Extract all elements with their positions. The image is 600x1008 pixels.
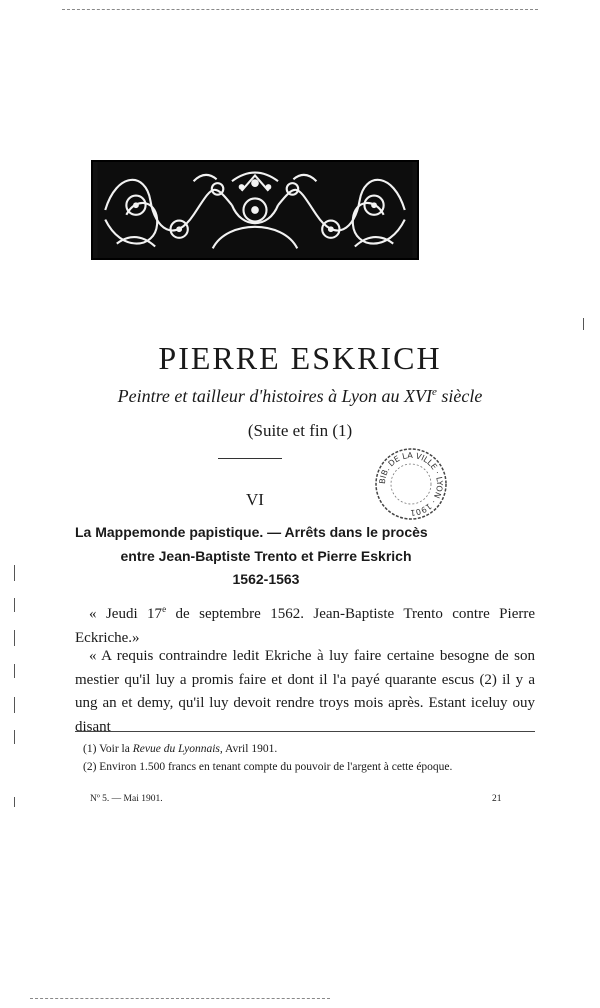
chapter-heading-line-1: La Mappemonde papistique. — Arrêts dans le procès xyxy=(75,524,428,540)
margin-mark xyxy=(14,630,15,646)
divider xyxy=(218,458,282,459)
chapter-heading-line-2: entre Jean-Baptiste Trento et Pierre Eskrich xyxy=(120,548,412,564)
subtitle-text: Peintre et tailleur d'histoires à Lyon au XVI xyxy=(117,386,433,406)
margin-mark xyxy=(14,797,15,807)
margin-mark xyxy=(14,697,15,713)
margin-mark xyxy=(14,664,15,678)
stamp-text: BIB. DE LA VILLE · LYON · 1901 xyxy=(377,450,445,518)
top-dashed-edge xyxy=(62,9,538,10)
subtitle-end: siècle xyxy=(436,386,483,406)
article-subtitle xyxy=(0,386,600,407)
bottom-dashed-edge xyxy=(30,998,330,999)
footnote-1-journal: Revue du Lyonnais, xyxy=(132,743,223,755)
ornament-scrollwork-icon xyxy=(93,162,417,258)
page-number: 21 xyxy=(492,794,502,804)
paragraph-1-b: de septembre 1562. Jean-Baptiste Trento contre Pierre Eckriche.» xyxy=(75,606,535,646)
footnote-1-suffix: Avril 1901. xyxy=(222,743,278,755)
section-number: VI xyxy=(246,490,264,509)
ornamental-headpiece xyxy=(91,160,419,260)
margin-mark xyxy=(14,598,15,612)
chapter-heading-dates: 1562-1563 xyxy=(232,571,300,587)
paragraph-1 xyxy=(75,598,535,650)
continuation-note: (Suite et fin (1) xyxy=(247,421,353,440)
article-title: PIERRE ESKRICH xyxy=(158,340,442,376)
footnote-1 xyxy=(83,741,543,758)
paragraph-2: « A requis contraindre ledit Ekriche à luy faire certaine besogne de son mestier qu'il luy a promis faire et dont il l'a payé quarante escus (2) il y a ung an et demy, qu'il luy devoit rendre troys mois après. Estant iceluy ouy disant xyxy=(75,648,535,735)
paragraph-1-sup: e xyxy=(162,604,167,614)
subtitle-sup: e xyxy=(432,386,437,398)
stamp-seal-icon xyxy=(373,446,449,522)
issue-line: Nº 5. — Mai 1901. xyxy=(90,794,163,804)
paragraph-1-a: « Jeudi 17 xyxy=(89,606,163,622)
margin-mark xyxy=(14,730,15,744)
footnote-divider xyxy=(75,731,535,732)
footnote-2: (2) Environ 1.500 francs en tenant compte du pouvoir de l'argent à cette époque. xyxy=(83,761,453,773)
library-stamp xyxy=(373,446,449,522)
margin-mark xyxy=(583,318,584,330)
footnote-1-prefix: (1) Voir la xyxy=(83,743,133,755)
